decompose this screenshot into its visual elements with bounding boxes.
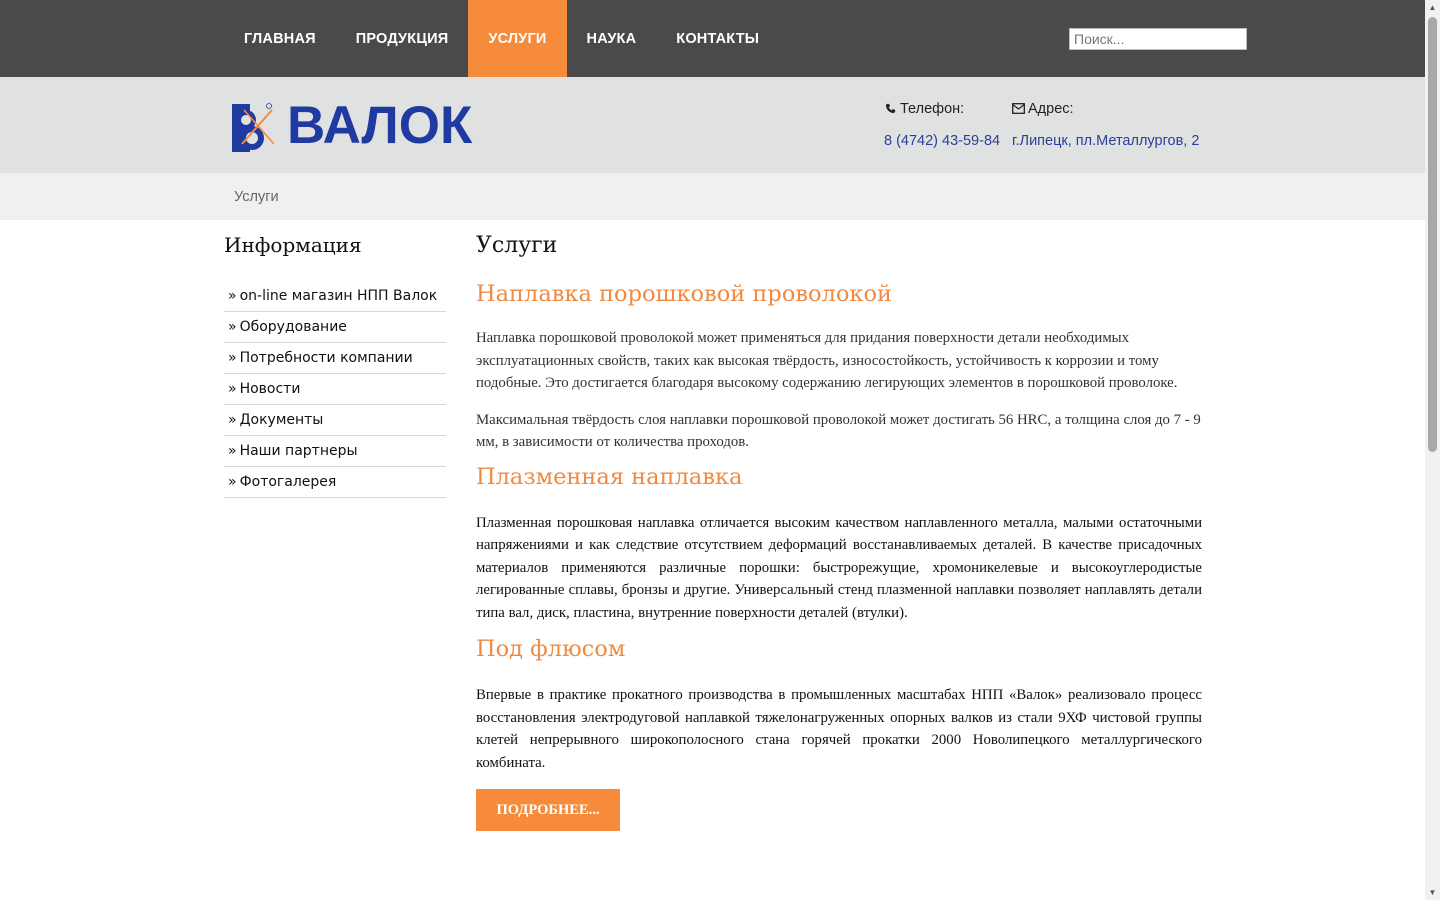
- section-title-plasma-surfacing: Плазменная наплавка: [476, 463, 743, 490]
- nav-item-products[interactable]: ПРОДУКЦИЯ: [355, 31, 449, 47]
- envelope-icon: [1012, 103, 1025, 114]
- breadcrumb-current: Услуги: [234, 189, 279, 205]
- sidebar-item-label: Потребности компании: [239, 350, 413, 366]
- scroll-up-arrow-icon[interactable]: ▲: [1428, 3, 1437, 12]
- more-button[interactable]: ПОДРОБНЕЕ...: [476, 789, 620, 831]
- section-paragraph: Впервые в практике прокатного производства в промышленных масштабах НПП «Валок» реализовало процесс восстановления электродуговой наплавкой тяжелонагруженных опорных валков из стали 9ХФ чистовой группы клетей непрерывного широкополосного стана горячей прокатки 2000 Новолипецкого металлургического комбината.: [476, 687, 1202, 771]
- sidebar-item-label: on-line магазин НПП Валок: [239, 288, 438, 304]
- sidebar-item-partners[interactable]: [224, 436, 446, 467]
- scrollbar-thumb[interactable]: [1428, 17, 1437, 452]
- chevron-right-icon: »: [228, 288, 237, 304]
- sidebar-item-label: Фотогалерея: [239, 474, 337, 490]
- company-logo[interactable]: [228, 96, 490, 156]
- chevron-right-icon: »: [228, 412, 237, 428]
- section-paragraph: Плазменная порошковая наплавка отличается высоким качеством наплавленного металла, малыми остаточными напряжениями и как следствие отсутствием деформаций восстанавливаемых деталей. В качестве присадочных материалов применяются различные порошки: быстрорежущие, хромоникелевые и высокоуглеродистые легированные сплавы, бронзы и другие. Универсальный стенд плазменной наплавки позволяет наплавлять детали типа вал, диск, пластина, внутренние поверхности деталей (втулки).: [476, 514, 1202, 621]
- sidebar-item-news[interactable]: [224, 374, 446, 405]
- section-title-flux-cored-wire: Наплавка порошковой проволокой: [476, 281, 893, 307]
- sidebar-item-label: Оборудование: [239, 319, 347, 335]
- sidebar-item-company-needs[interactable]: [224, 343, 446, 374]
- nav-menu: [224, 0, 779, 77]
- page-scrollbar[interactable]: [1425, 0, 1440, 900]
- logo-mark-icon: [228, 100, 284, 156]
- section-title-submerged-arc: Под флюсом: [476, 636, 626, 662]
- sidebar-item-label: Новости: [239, 381, 301, 397]
- address-value[interactable]: г.Липецк, пл.Металлургов, 2: [1012, 133, 1200, 149]
- main-content: [476, 233, 1202, 831]
- sidebar-item-documents[interactable]: [224, 405, 446, 436]
- chevron-right-icon: »: [228, 443, 237, 459]
- page-title: Услуги: [476, 233, 558, 258]
- phone-number[interactable]: 8 (4742) 43-59-84: [884, 133, 1001, 149]
- address-label-group: [1012, 101, 1074, 117]
- sidebar: [224, 233, 446, 498]
- address-label: Адрес:: [1028, 101, 1074, 117]
- sidebar-item-gallery[interactable]: [224, 467, 446, 498]
- chevron-right-icon: »: [228, 474, 237, 490]
- scroll-down-arrow-icon[interactable]: ▼: [1428, 888, 1437, 897]
- section-paragraph: Максимальная твёрдость слоя наплавки порошковой проволокой может достигать 56 HRC, а толщина слоя до 7 - 9 мм, в зависимости от количества проходов.: [476, 411, 1201, 450]
- nav-item-contacts[interactable]: КОНТАКТЫ: [676, 31, 760, 47]
- site-header: [0, 77, 1425, 173]
- section-paragraph: Наплавка порошковой проволокой может применяться для придания поверхности детали необходимых эксплуатационных свойств, таких как высокая твёрдость, износостойкость, устойчивость к коррозии и тому подобные. Это достигается благодаря высокому содержанию легирующих элементов в порошковой проволоке.: [476, 330, 1178, 391]
- sidebar-item-online-shop[interactable]: [224, 281, 446, 312]
- logo-text: ВАЛОК: [287, 96, 473, 155]
- chevron-right-icon: »: [228, 350, 237, 366]
- nav-item-science[interactable]: НАУКА: [586, 31, 637, 47]
- phone-label-group: [884, 101, 964, 117]
- nav-item-home[interactable]: ГЛАВНАЯ: [244, 31, 316, 47]
- phone-label: Телефон:: [900, 101, 965, 117]
- search-input[interactable]: [1069, 28, 1247, 50]
- sidebar-item-label: Наши партнеры: [239, 443, 358, 459]
- phone-icon: [884, 103, 897, 114]
- sidebar-item-equipment[interactable]: [224, 312, 446, 343]
- top-navigation: [0, 0, 1425, 77]
- sidebar-item-label: Документы: [239, 412, 324, 428]
- chevron-right-icon: »: [228, 319, 237, 335]
- sidebar-title: Информация: [224, 233, 362, 257]
- chevron-right-icon: »: [228, 381, 237, 397]
- breadcrumb: [0, 173, 1425, 220]
- nav-item-services[interactable]: УСЛУГИ: [468, 0, 566, 77]
